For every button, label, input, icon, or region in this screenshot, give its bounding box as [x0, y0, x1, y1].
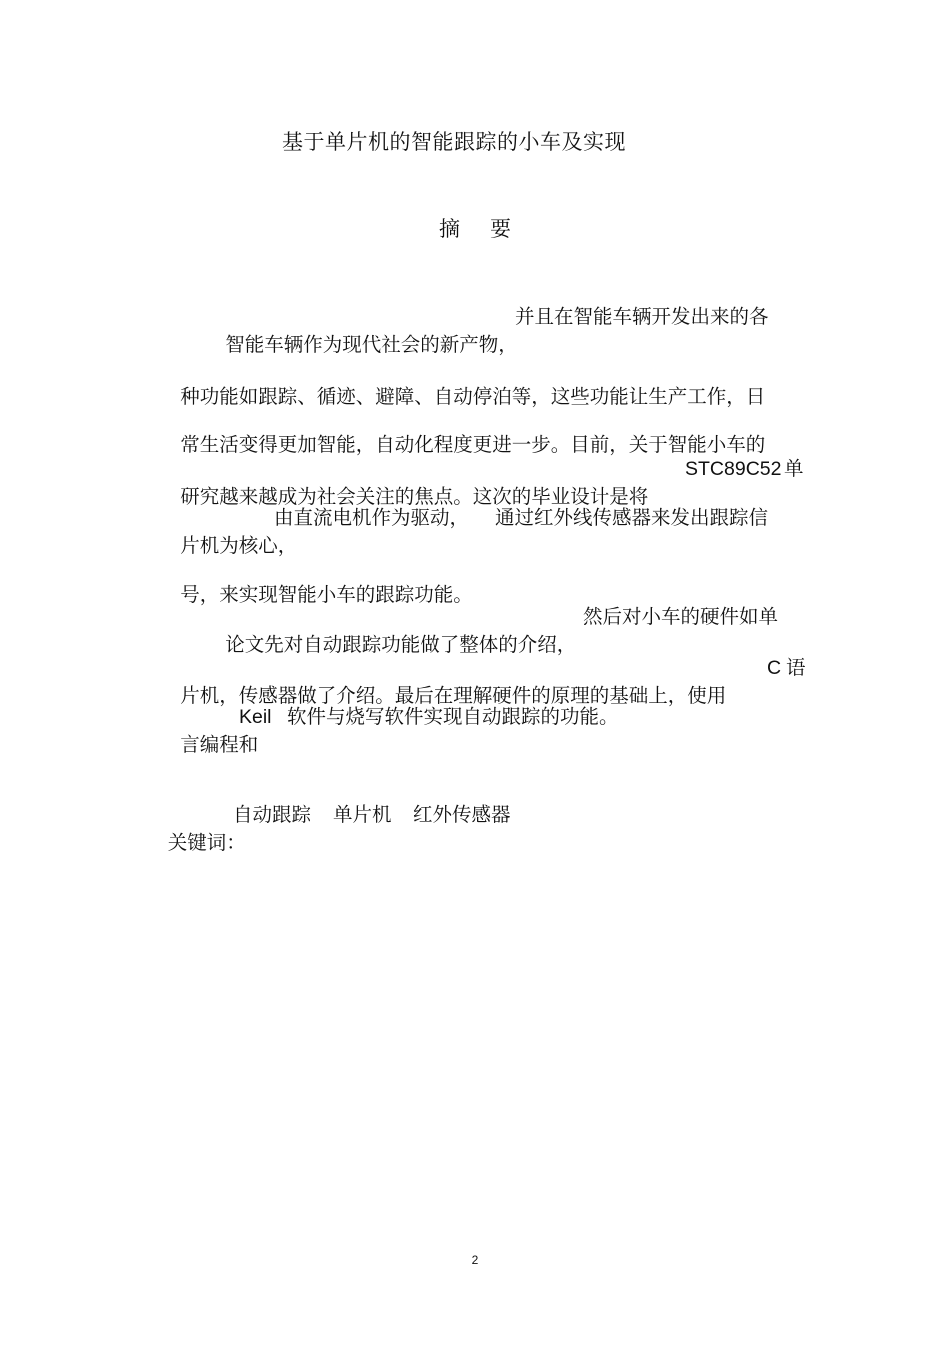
- text-segment: 论文先对自动跟踪功能做了整体的介绍，: [225, 633, 577, 656]
- text-segment: 片机，传感器做了介绍。最后在理解硬件的原理的基础上，使用: [180, 684, 727, 707]
- keyword-item: 单片机: [333, 803, 392, 826]
- abstract-heading: 摘要: [439, 217, 541, 241]
- text-segment: 语: [786, 656, 806, 679]
- text-segment: 由直流电机作为驱动，: [274, 506, 470, 529]
- text-segment: 号，来实现智能小车的跟踪功能。: [180, 583, 473, 606]
- text-segment: 软件与烧写软件实现自动跟踪的功能。: [287, 705, 619, 728]
- text-segment: 智能车辆作为现代社会的新产物，: [225, 333, 518, 356]
- text-segment: 片机为核心，: [180, 534, 298, 557]
- text-segment: 然后对小车的硬件如单: [583, 605, 779, 628]
- keywords-line: [143, 801, 511, 969]
- keywords-label: 关键词：: [167, 831, 246, 854]
- text-segment: 言编程和: [180, 733, 259, 756]
- text-segment: 单: [784, 457, 804, 480]
- document-title: 基于单片机的智能跟踪的小车及实现: [282, 130, 626, 154]
- text-segment: 常生活变得更加智能，自动化程度更进一步。目前，关于智能小车的: [180, 433, 766, 456]
- text-segment: 种功能如跟踪、循迹、避障、自动停泊等，这些功能让生产工作，日: [180, 385, 766, 408]
- text-segment: 并且在智能车辆开发出来的各: [515, 305, 769, 328]
- keyword-item: 红外传感器: [413, 803, 511, 826]
- page-number: 2: [471, 1253, 479, 1267]
- chip-model-text: STC89C52: [685, 458, 782, 480]
- keyword-item: 自动跟踪: [233, 803, 312, 826]
- text-segment: 通过红外线传感器来发出跟踪信: [495, 506, 769, 529]
- text-segment: 研究越来越成为社会关注的焦点。这次的毕业设计是将: [180, 485, 649, 508]
- language-name-text: C: [767, 657, 782, 679]
- software-name-text: Keil: [239, 706, 272, 728]
